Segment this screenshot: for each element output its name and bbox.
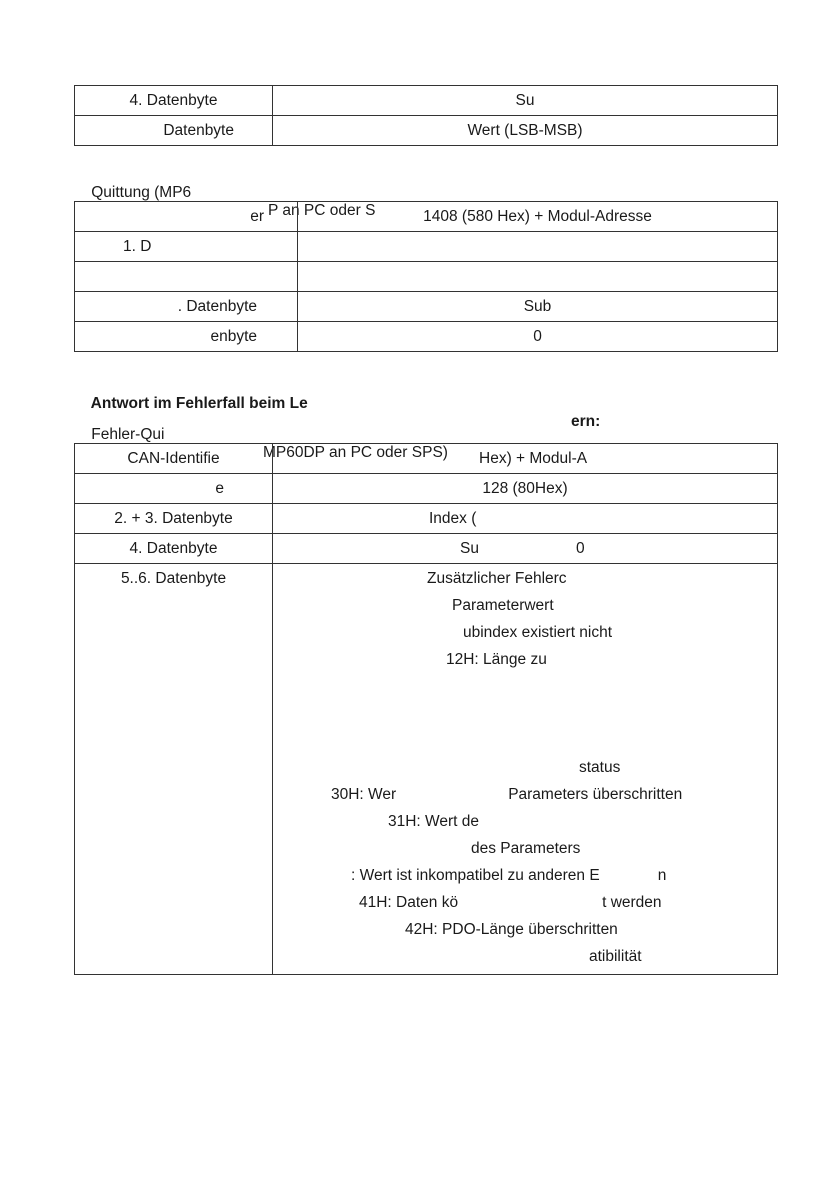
table-cell: 4. Datenbyte xyxy=(75,86,273,116)
heading-text: ern: xyxy=(571,413,601,430)
table-row xyxy=(75,534,778,564)
paragraph-text: P an PC oder S xyxy=(268,202,376,219)
table-cell: er xyxy=(75,202,298,232)
table-row xyxy=(75,322,778,352)
table-row xyxy=(75,202,778,232)
table-cell: Su xyxy=(273,86,778,116)
table-cell: Wert (LSB-MSB) xyxy=(273,116,778,146)
error-line: status xyxy=(579,759,621,776)
table-cell xyxy=(75,262,298,292)
error-line: 41H: Daten kö t werden xyxy=(359,894,662,911)
heading-text: Antwort im Fehlerfall beim Le xyxy=(90,395,308,412)
error-line: Zusätzlicher Fehlerc xyxy=(427,570,567,587)
error-line: ubindex existiert nicht xyxy=(463,624,613,641)
table-cell: 0 xyxy=(298,322,778,352)
error-line: 42H: PDO-Länge überschritten xyxy=(405,921,618,938)
error-line: Parameterwert xyxy=(452,597,554,614)
error-line: atibilität xyxy=(589,948,642,965)
error-line: 12H: Länge zu xyxy=(446,651,547,668)
table-row xyxy=(75,474,778,504)
table-row xyxy=(75,86,778,116)
table-cell xyxy=(298,232,778,262)
table-error-response xyxy=(74,443,778,975)
table-row xyxy=(75,116,778,146)
table-cell: . Datenbyte xyxy=(75,292,298,322)
table-cell: Datenbyte xyxy=(75,116,273,146)
error-code-list xyxy=(273,564,778,975)
error-line xyxy=(273,700,777,727)
table-cell: Hex) + Modul-A xyxy=(273,444,778,474)
table-request-continued xyxy=(74,85,778,146)
table-cell: Su 0 xyxy=(273,534,778,564)
table-cell: enbyte xyxy=(75,322,298,352)
table-row xyxy=(75,504,778,534)
error-line: 31H: Wert de xyxy=(388,813,480,830)
table-cell: e xyxy=(75,474,273,504)
table-row xyxy=(75,444,778,474)
table-cell xyxy=(298,262,778,292)
paragraph-text: Quittung (MP6 xyxy=(91,184,192,201)
error-line xyxy=(273,673,777,700)
table-row xyxy=(75,564,778,975)
table-cell: 5..6. Datenbyte xyxy=(75,564,273,975)
table-cell: 1408 (580 Hex) + Modul-Adresse xyxy=(298,202,778,232)
error-line: : Wert ist inkompatibel zu anderen E n xyxy=(351,867,667,884)
error-line xyxy=(273,727,777,754)
paragraph-text: MP60DP an PC oder SPS) xyxy=(263,444,448,461)
error-line: 30H: Wer Parameters überschritten xyxy=(331,786,683,803)
paragraph-text: Fehler-Qui xyxy=(91,426,165,443)
table-row xyxy=(75,262,778,292)
table-cell: 4. Datenbyte xyxy=(75,534,273,564)
table-cell: CAN-Identifie xyxy=(75,444,273,474)
table-cell: 128 (80Hex) xyxy=(273,474,778,504)
table-row xyxy=(75,232,778,262)
table-cell: Index ( xyxy=(273,504,778,534)
table-cell: Sub xyxy=(298,292,778,322)
table-row xyxy=(75,292,778,322)
table-acknowledgement xyxy=(74,201,778,352)
table-cell: 1. D xyxy=(75,232,298,262)
error-line: des Parameters xyxy=(471,840,581,857)
table-cell: 2. + 3. Datenbyte xyxy=(75,504,273,534)
